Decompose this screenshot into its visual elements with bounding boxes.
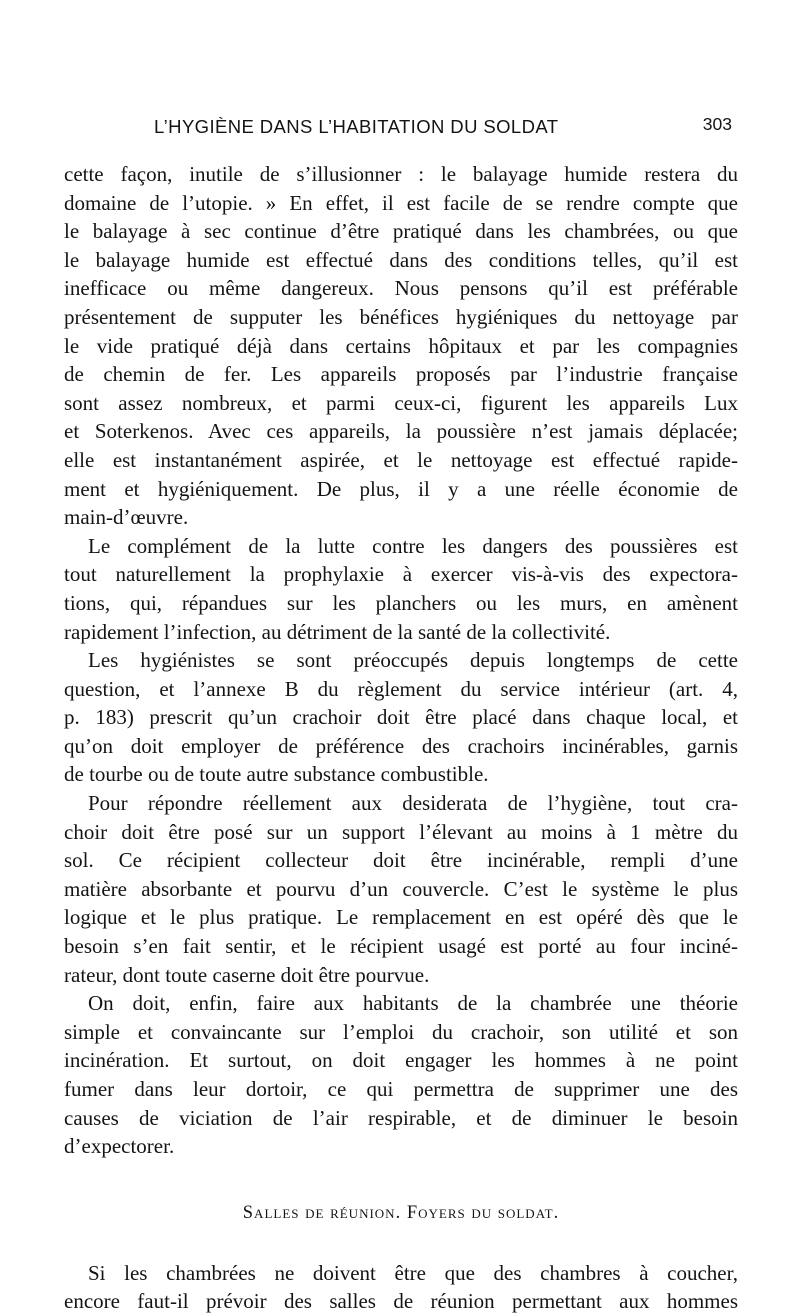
text-line: p. 183) prescrit qu’un crachoir doit être placé dans chaque local, et [64, 705, 738, 730]
text-line: le balayage à sec continue d’être pratiqué dans les chambrées, ou que [64, 219, 738, 244]
text-line: le balayage humide est effectué dans des conditions telles, qu’il est [64, 247, 738, 272]
text-line: Pour répondre réellement aux desiderata de l’hygiène, tout cra- [88, 791, 738, 816]
text-line: choir doit être posé sur un support l’élevant au moins à 1 mètre du [64, 819, 738, 844]
text-line: rapidement l’infection, au détriment de la santé de la collectivité. [64, 619, 611, 644]
text-line: main-d’œuvre. [64, 505, 189, 530]
text-line: tout naturellement la prophylaxie à exercer vis-à-vis des expectora- [64, 562, 738, 587]
text-line: sol. Ce récipient collecteur doit être incinérable, rempli d’une [64, 848, 738, 873]
paragraph-6 [64, 1259, 738, 1316]
text-line: matière absorbante et pourvu d’un couvercle. C’est le système le plus [64, 876, 738, 901]
text-line: présentement de supputer les bénéfices hygiéniques du nettoyage par [64, 304, 738, 329]
text-line: le vide pratiqué déjà dans certains hôpitaux et par les compagnies [64, 333, 738, 358]
text-line: question, et l’annexe B du règlement du service intérieur (art. 4, [64, 676, 738, 701]
text-line: besoin s’en fait sentir, et le récipient usagé est porté au four inciné- [64, 934, 738, 959]
section-heading: Salles de réunion. Foyers du soldat. [242, 1202, 560, 1223]
text-line: Le complément de la lutte contre les dangers des poussières est [88, 533, 738, 558]
text-line: de tourbe ou de toute autre substance combustible. [64, 762, 489, 787]
text-line: logique et le plus pratique. Le remplacement en est opéré dès que le [64, 905, 738, 930]
text-line: incinération. Et surtout, on doit engager les hommes à ne point [64, 1048, 738, 1073]
text-line: Les hygiénistes se sont préoccupés depuis longtemps de cette [88, 648, 738, 673]
text-line: qu’on doit employer de préférence des crachoirs incinérables, garnis [64, 733, 738, 758]
paragraph-4 [64, 789, 738, 989]
text-line: domaine de l’utopie. » En effet, il est facile de se rendre compte que [64, 190, 738, 215]
body-text [64, 160, 738, 1316]
running-title: L’HYGIÈNE DANS L’HABITATION DU SOLDAT [154, 116, 559, 137]
text-line: d’expectorer. [64, 1134, 175, 1159]
paragraph-3 [64, 646, 738, 789]
text-line: fumer dans leur dortoir, ce qui permettra de supprimer une des [64, 1077, 738, 1101]
text-line: tions, qui, répandues sur les planchers ou les murs, en amènent [64, 590, 738, 615]
running-head [62, 116, 742, 146]
text-line: simple et convaincante sur l’emploi du crachoir, son utilité et son [64, 1019, 738, 1044]
page-number: 303 [702, 114, 732, 134]
text-line: causes de viciation de l’air respirable, et de diminuer le besoin [64, 1105, 738, 1130]
text-line: de chemin de fer. Les appareils proposés par l’industrie française [64, 362, 738, 387]
text-line: ment et hygiéniquement. De plus, il y a une réelle économie de [64, 476, 738, 501]
text-line: rateur, dont toute caserne doit être pourvue. [64, 962, 430, 987]
text-line: On doit, enfin, faire aux habitants de la chambrée une théorie [88, 991, 738, 1016]
text-line: cette façon, inutile de s’illusionner : le balayage humide restera du [64, 162, 738, 186]
text-line: et Soterkenos. Avec ces appareils, la poussière n’est jamais déplacée; [64, 419, 738, 444]
text-line: inefficace ou même dangereux. Nous pensons qu’il est préférable [64, 276, 738, 301]
paragraph-5 [64, 989, 738, 1161]
text-line: sont assez nombreux, et parmi ceux-ci, figurent les appareils Lux [64, 390, 738, 415]
paragraph-2 [64, 532, 738, 646]
text-line: elle est instantanément aspirée, et le nettoyage est effectué rapide- [64, 447, 738, 472]
text-line: Si les chambrées ne doivent être que des chambres à coucher, [88, 1260, 738, 1285]
text-line: encore faut-il prévoir des salles de réunion permettant aux hommes [64, 1289, 738, 1314]
paragraph-1 [64, 160, 738, 532]
